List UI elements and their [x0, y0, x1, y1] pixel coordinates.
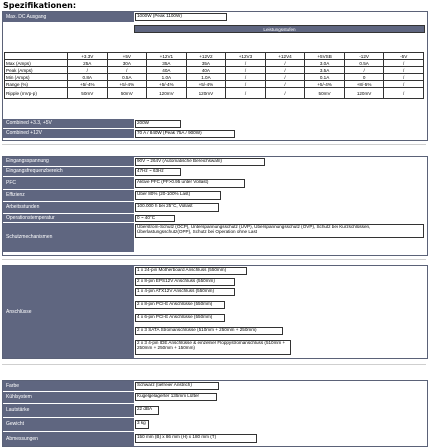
- spec-label: Eingangsspannung: [3, 157, 134, 167]
- rail-cell: 50mV: [68, 88, 108, 99]
- spec-value: Über 80% (20-100% Last): [135, 191, 221, 200]
- spec-label: Arbeitsstunden: [3, 202, 134, 214]
- rail-cell: 120mV: [147, 88, 187, 99]
- rail-cell: 3.5A: [305, 67, 345, 74]
- rail-cell: 1.0A: [186, 74, 226, 81]
- rail-cell: +8/-5%: [344, 81, 384, 88]
- max-dc-output-row: [3, 12, 427, 23]
- page-title: Spezifikationen:: [3, 1, 77, 10]
- rails-col-header: [5, 53, 68, 60]
- rail-cell: 120mV: [344, 88, 384, 99]
- spec-row: [3, 404, 427, 418]
- rail-cell: 40A: [147, 67, 187, 74]
- rails-header-row: [5, 53, 424, 60]
- spec-row: [3, 381, 427, 392]
- rails-col-header: +12V4: [265, 53, 305, 60]
- rail-cell: /: [265, 74, 305, 81]
- list-item: 2 x 3 4-pin IDE Anschlüsse & einzelner Floppystromanschluss (510mm + 250mm + 250mm + 150mm): [135, 340, 291, 355]
- physical-spec-block: [2, 380, 428, 447]
- spec-row: [3, 223, 427, 253]
- spec-label: Eingangsfrequenzbereich: [3, 167, 134, 177]
- rails-col-header: +5V: [107, 53, 147, 60]
- rail-cell: /: [226, 60, 266, 67]
- section-divider: [2, 144, 426, 145]
- rail-cell: 35A: [186, 60, 226, 67]
- spec-row: [3, 157, 427, 167]
- spec-row: [3, 202, 427, 214]
- connectors-row: [3, 266, 427, 358]
- spec-row: [3, 214, 427, 223]
- table-row: [5, 67, 424, 74]
- spec-value: 100.000 h bei 25°C, Vollast: [135, 203, 219, 212]
- list-item: 1 x 24-pin Motherboard Anschluss (550mm): [135, 267, 247, 275]
- combined-row: [3, 119, 427, 129]
- list-item: 2 x 8-pin PCI-E Anschlüsse (550mm): [135, 301, 225, 309]
- rail-cell: 50mV: [107, 88, 147, 99]
- rail-cell: /: [68, 67, 108, 74]
- rails-col-header: +3.3V: [68, 53, 108, 60]
- spec-label: Farbe: [3, 381, 134, 392]
- rail-cell: /: [384, 74, 424, 81]
- rail-cell: +5/-4%: [68, 81, 108, 88]
- rail-cell: 30A: [107, 60, 147, 67]
- max-dc-output-label: Max. DC Ausgang: [3, 12, 134, 23]
- list-item: 2 x 8-pin EPS12V Anschluss (550mm): [135, 278, 235, 286]
- rail-row-label: Peak (Amps): [5, 67, 68, 74]
- rail-cell: 0: [344, 74, 384, 81]
- spec-value: Überstrom-Schutz (OCP), Unterspannungsschutz (UVP), Überspannungsschutz (OVP), Schutz bei Kurzschlüssen, Überlastungsschutz(OPP), Schutz bei Operation ohne Last: [135, 224, 424, 238]
- section-divider: [2, 259, 426, 260]
- spec-value: 90V ~ 264V (Automatische Bereichswahl): [135, 158, 265, 166]
- spec-row: [3, 177, 427, 190]
- rail-cell: 35A: [147, 60, 187, 67]
- table-row: [5, 88, 424, 99]
- rail-cell: /: [107, 67, 147, 74]
- rail-cell: 0.5A: [344, 60, 384, 67]
- rail-cell: 1.0A: [147, 74, 187, 81]
- spec-label: Operationstemperatur: [3, 214, 134, 223]
- rail-cell: 0.1A: [305, 74, 345, 81]
- spec-label: Gewicht: [3, 418, 134, 432]
- rail-cell: /: [226, 88, 266, 99]
- spec-label: Schutzmechanismen: [3, 223, 134, 253]
- table-row: [5, 74, 424, 81]
- rail-row-label: Range (%): [5, 81, 68, 88]
- combined-label: Combined +12V: [3, 129, 134, 139]
- output-spec-block: [2, 11, 428, 141]
- rail-cell: +5/-4%: [147, 81, 187, 88]
- rails-col-header: +12V2: [186, 53, 226, 60]
- rail-cell: /: [226, 81, 266, 88]
- power-levels-header: Leistungsstufen: [134, 25, 425, 33]
- rail-cell: /: [265, 88, 305, 99]
- spec-label: Abmessungen: [3, 432, 134, 446]
- spec-label: Effizienz: [3, 190, 134, 202]
- max-dc-output-value: 1000W (Peak 1100W): [135, 13, 227, 21]
- spec-row: [3, 432, 427, 446]
- rail-row-label: Max (Amps): [5, 60, 68, 67]
- spec-label: PFC: [3, 177, 134, 190]
- electrical-spec-block: [2, 156, 428, 256]
- spec-value: Schwarz (tiefreier Anstrich): [135, 382, 219, 390]
- rail-cell: /: [384, 60, 424, 67]
- spec-row: [3, 190, 427, 202]
- spec-value: 22 dBA: [135, 406, 159, 415]
- spec-value: Aktive PFC (PF>0.95 unter Vollast): [135, 179, 245, 188]
- rail-row-label: Min (Amps): [5, 74, 68, 81]
- rails-col-header: -5V: [384, 53, 424, 60]
- rail-row-label: Ripple (mVp-p): [5, 88, 68, 99]
- rail-cell: /: [226, 74, 266, 81]
- combined-label: Combined +3.3, +5V: [3, 119, 134, 129]
- rail-cell: /: [265, 60, 305, 67]
- rail-cell: 120mV: [186, 88, 226, 99]
- rail-cell: /: [384, 81, 424, 88]
- rail-cell: 0.5A: [107, 74, 147, 81]
- spec-row: [3, 418, 427, 432]
- combined-row: [3, 129, 427, 139]
- rail-cell: /: [344, 67, 384, 74]
- spec-row: [3, 392, 427, 404]
- rail-cell: 3.0A: [305, 60, 345, 67]
- table-row: [5, 81, 424, 88]
- spec-value: 3 kg: [135, 420, 149, 429]
- combined-value: 70 A / 840W (Peak 75A / 900W): [135, 130, 235, 138]
- list-item: 1 x 4-pin ATX12V Anschluss (550mm): [135, 288, 235, 296]
- section-divider: [2, 364, 426, 365]
- rail-cell: /: [265, 67, 305, 74]
- spec-value: 0 ~ 40°C: [135, 215, 175, 222]
- rail-cell: /: [384, 67, 424, 74]
- rail-cell: /: [384, 88, 424, 99]
- spec-label: Kühlsystem: [3, 392, 134, 404]
- rail-cell: +5/-4%: [186, 81, 226, 88]
- spec-value: 150 mm (B) x 86 mm (H) x 180 mm (T): [135, 434, 257, 443]
- rails-col-header: +12V1: [147, 53, 187, 60]
- rail-cell: /: [226, 67, 266, 74]
- rail-cell: +5/-4%: [107, 81, 147, 88]
- rail-cell: +5/-4%: [305, 81, 345, 88]
- rails-col-header: +5VSB: [305, 53, 345, 60]
- rails-col-header: +12V3: [226, 53, 266, 60]
- list-item: 2 x 3 SATA Stromanschlüsse (510mm + 250mm + 250mm): [135, 327, 283, 335]
- combined-value: 200W: [135, 120, 181, 128]
- rail-cell: 40A: [186, 67, 226, 74]
- spec-row: [3, 167, 427, 177]
- list-item: 4 x 6-pin PCI-E Anschlüsse (550mm): [135, 314, 225, 322]
- spec-value: Kugelgelagerter 135mm Lüfter: [135, 393, 217, 401]
- spec-label: Lautstärke: [3, 404, 134, 418]
- spec-value: 47Hz ~ 63Hz: [135, 168, 181, 176]
- connectors-block: [2, 265, 428, 359]
- table-row: [5, 60, 424, 67]
- rail-cell: 50mV: [305, 88, 345, 99]
- rail-cell: 0.8A: [68, 74, 108, 81]
- rails-col-header: -12V: [344, 53, 384, 60]
- rails-table: [4, 52, 424, 99]
- rail-cell: /: [265, 81, 305, 88]
- rail-cell: 25A: [68, 60, 108, 67]
- connectors-label: Anschlüsse: [3, 266, 134, 358]
